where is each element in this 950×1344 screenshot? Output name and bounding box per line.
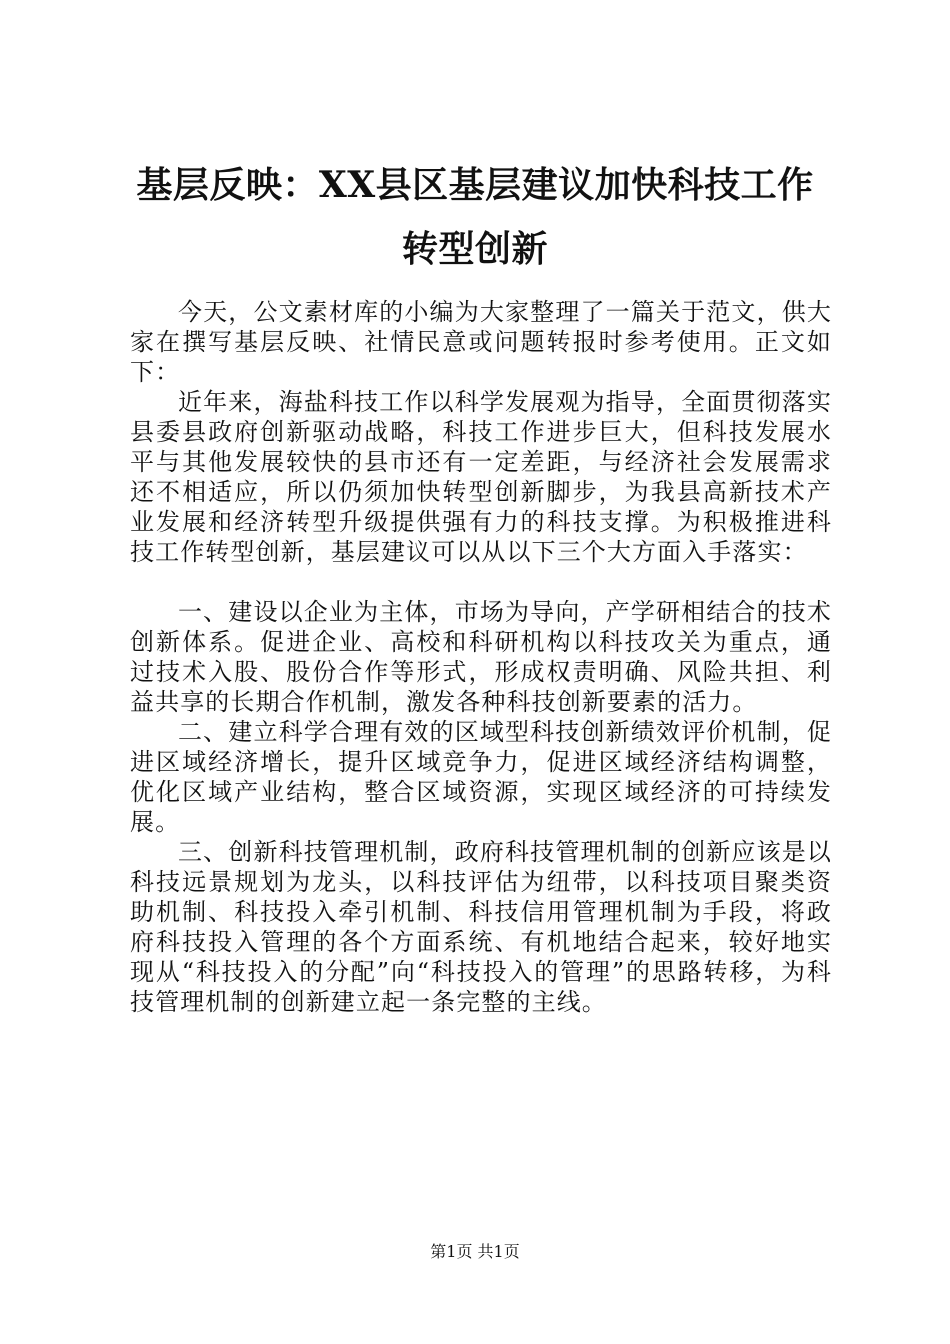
- document-title: 基层反映：XX县区基层建议加快科技工作转型创新: [136, 164, 814, 270]
- document-body: [130, 297, 832, 1017]
- intro-paragraph: 今天，公文素材库的小编为大家整理了一篇关于范文，供大家在撰写基层反映、社情民意或问题转报时参考使用。正文如下：: [130, 298, 832, 386]
- page-footer: 第1页 共1页: [430, 1242, 520, 1261]
- suggestion-two-paragraph: 二、建立科学合理有效的区域型科技创新绩效评价机制，促进区域经济增长，提升区域竞争力，促进区域经济结构调整，优化区域产业结构，整合区域资源，实现区域经济的可持续发展。: [130, 718, 832, 836]
- suggestion-three-paragraph: 三、创新科技管理机制，政府科技管理机制的创新应该是以科技远景规划为龙头，以科技评估为纽带，以科技项目聚类资助机制、科技投入牵引机制、科技信用管理机制为手段，将政府科技投入管理的各个方面系统、有机地结合起来，较好地实现从“科技投入的分配”向“科技投入的管理”的思路转移，为科技管理机制的创新建立起一条完整的主线。: [130, 838, 832, 1016]
- background-paragraph: 近年来，海盐科技工作以科学发展观为指导，全面贯彻落实县委县政府创新驱动战略，科技工作进步巨大，但科技发展水平与其他发展较快的县市还有一定差距，与经济社会发展需求还不相适应，所以仍须加快转型创新脚步，为我县高新技术产业发展和经济转型升级提供强有力的科技支撑。为积极推进科技工作转型创新，基层建议可以从以下三个大方面入手落实：: [130, 388, 832, 566]
- suggestion-one-paragraph: 一、建设以企业为主体，市场为导向，产学研相结合的技术创新体系。促进企业、高校和科研机构以科技攻关为重点，通过技术入股、股份合作等形式，形成权责明确、风险共担、利益共享的长期合作机制，激发各种科技创新要素的活力。: [130, 598, 832, 716]
